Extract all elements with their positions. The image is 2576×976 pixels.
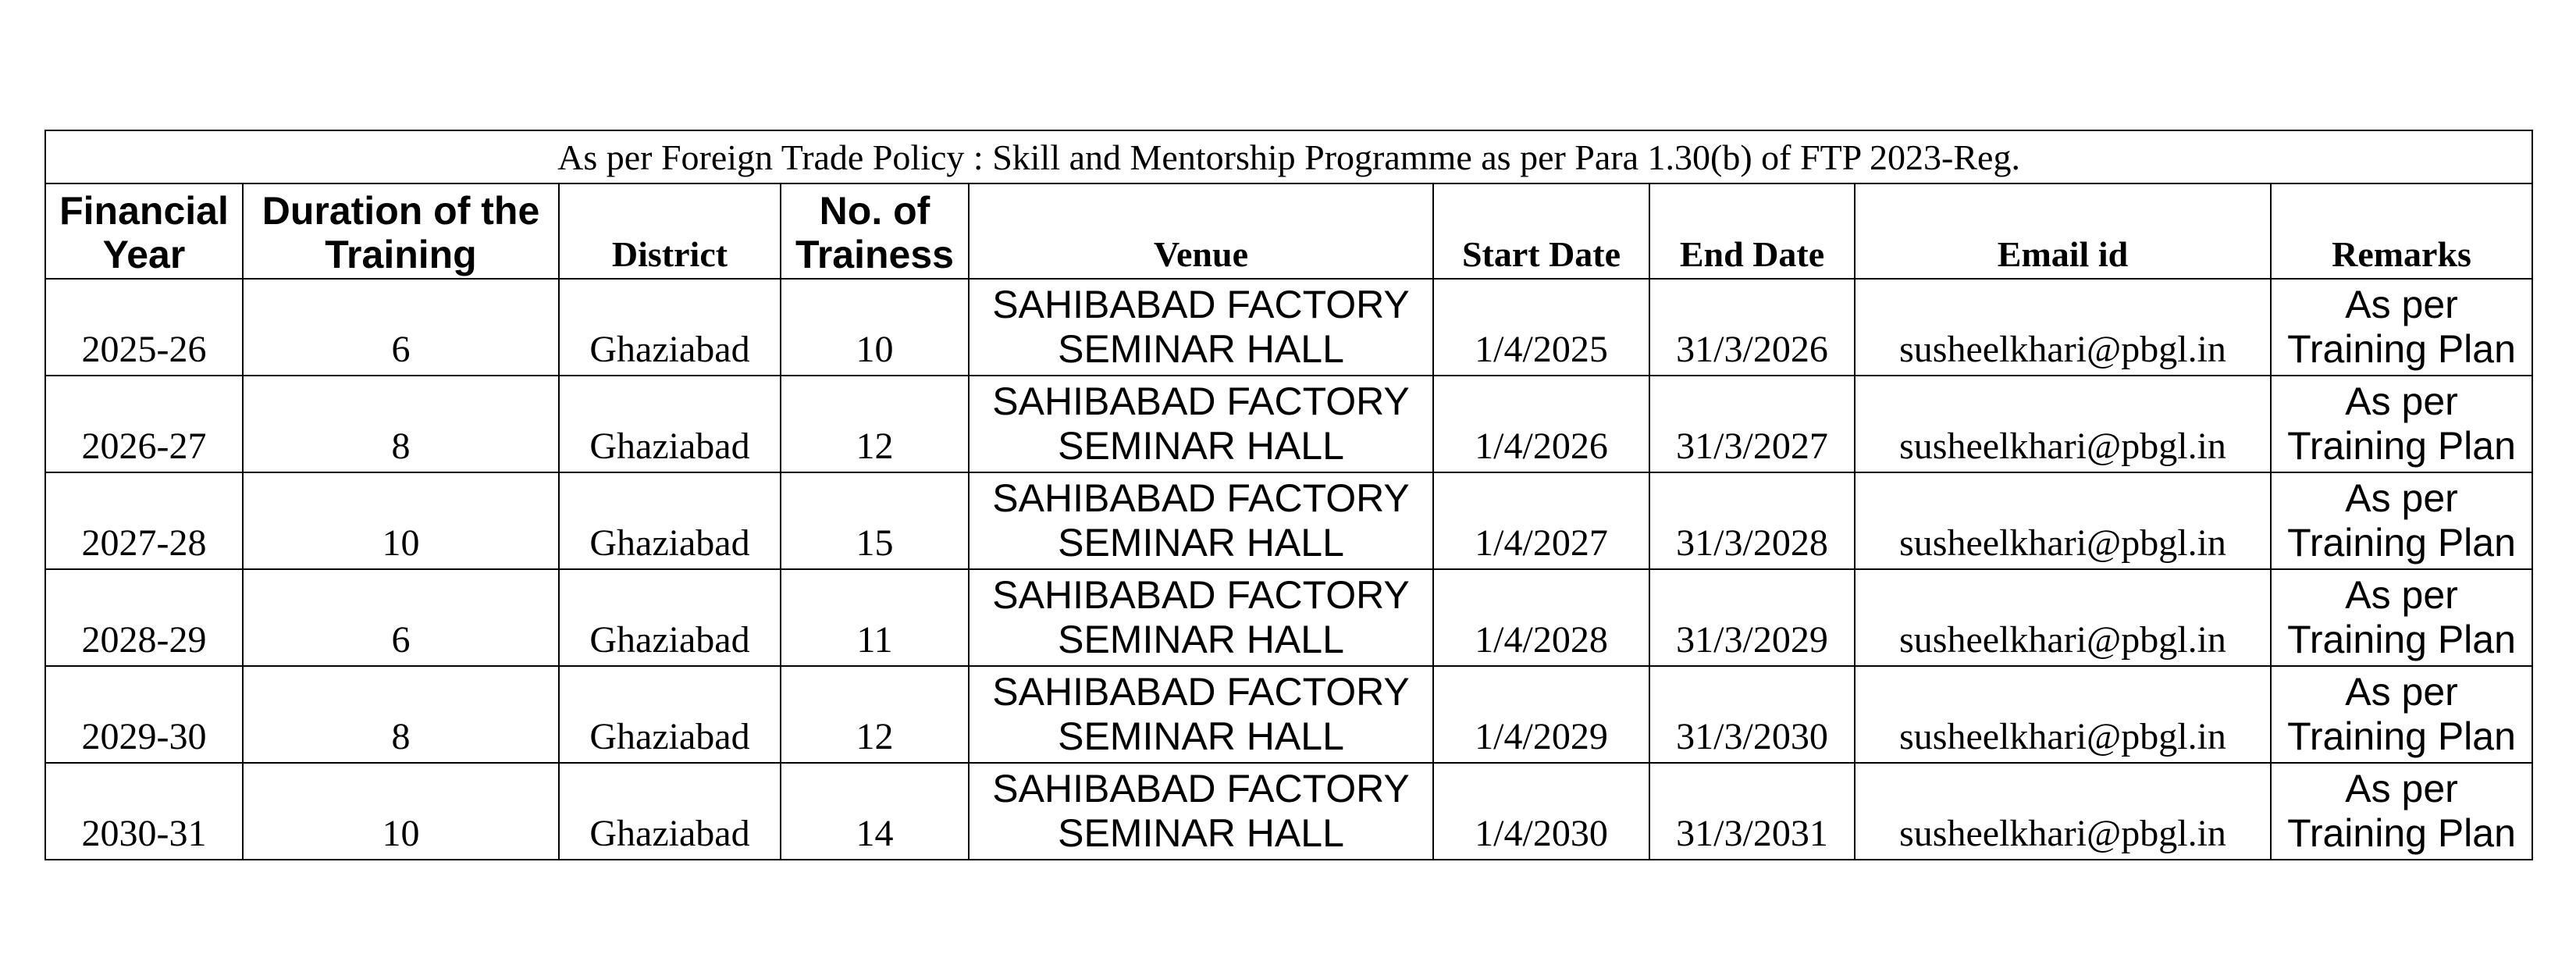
table-row [45,763,2532,860]
cell-financial-year: 2028-29 [45,569,243,666]
cell-line: SAHIBABAD FACTORY [992,379,1410,423]
cell-remarks [2271,666,2532,763]
cell-trainees: 14 [781,763,969,860]
cell-email[interactable]: susheelkhari@pbgl.in [1855,279,2271,376]
cell-duration: 10 [243,472,559,569]
cell-duration: 8 [243,376,559,472]
cell-start-date: 1/4/2026 [1433,376,1649,472]
table-row [45,279,2532,376]
table-title: As per Foreign Trade Policy : Skill and Mentorship Programme as per Para 1.30(b) of FTP 2023-Reg. [45,130,2532,183]
header-line: Duration of the [262,189,540,233]
header-line: Trainess [795,233,954,276]
cell-line: SAHIBABAD FACTORY [992,476,1410,520]
cell-remarks [2271,569,2532,666]
cell-financial-year: 2025-26 [45,279,243,376]
table-row [45,666,2532,763]
cell-trainees: 10 [781,279,969,376]
header-line: No. of [819,189,930,233]
cell-line: As per [2345,767,2458,810]
cell-line: SEMINAR HALL [1058,424,1344,468]
cell-district: Ghaziabad [559,472,781,569]
cell-email[interactable]: susheelkhari@pbgl.in [1855,666,2271,763]
cell-trainees: 12 [781,666,969,763]
cell-remarks [2271,763,2532,860]
cell-start-date: 1/4/2027 [1433,472,1649,569]
cell-end-date: 31/3/2030 [1649,666,1855,763]
cell-line: SAHIBABAD FACTORY [992,767,1410,810]
header-financial-year [45,183,243,279]
cell-end-date: 31/3/2026 [1649,279,1855,376]
header-remarks: Remarks [2271,183,2532,279]
header-end-date: End Date [1649,183,1855,279]
cell-email[interactable]: susheelkhari@pbgl.in [1855,569,2271,666]
table-body [45,279,2532,860]
cell-line: As per [2345,573,2458,617]
cell-venue [969,279,1433,376]
cell-financial-year: 2026-27 [45,376,243,472]
cell-venue [969,376,1433,472]
header-line: Training [325,233,477,276]
cell-line: SAHIBABAD FACTORY [992,283,1410,326]
cell-email[interactable]: susheelkhari@pbgl.in [1855,376,2271,472]
cell-line: Training Plan [2287,521,2516,565]
cell-financial-year: 2030-31 [45,763,243,860]
cell-district: Ghaziabad [559,376,781,472]
cell-start-date: 1/4/2029 [1433,666,1649,763]
cell-email[interactable]: susheelkhari@pbgl.in [1855,763,2271,860]
cell-venue [969,472,1433,569]
cell-line: SEMINAR HALL [1058,618,1344,661]
table-row [45,569,2532,666]
header-no-of-trainees [781,183,969,279]
cell-remarks [2271,376,2532,472]
cell-end-date: 31/3/2031 [1649,763,1855,860]
cell-trainees: 12 [781,376,969,472]
cell-start-date: 1/4/2028 [1433,569,1649,666]
cell-line: SAHIBABAD FACTORY [992,670,1410,714]
cell-line: Training Plan [2287,327,2516,371]
cell-remarks [2271,279,2532,376]
cell-district: Ghaziabad [559,569,781,666]
header-email: Email id [1855,183,2271,279]
cell-line: SEMINAR HALL [1058,811,1344,855]
table-row [45,472,2532,569]
cell-line: Training Plan [2287,714,2516,758]
cell-venue [969,763,1433,860]
cell-start-date: 1/4/2030 [1433,763,1649,860]
header-venue: Venue [969,183,1433,279]
header-row [45,183,2532,279]
header-line: Financial [59,189,229,233]
cell-line: Training Plan [2287,424,2516,468]
cell-trainees: 15 [781,472,969,569]
cell-duration: 6 [243,279,559,376]
cell-trainees: 11 [781,569,969,666]
cell-district: Ghaziabad [559,763,781,860]
cell-duration: 8 [243,666,559,763]
cell-line: SEMINAR HALL [1058,327,1344,371]
header-line: Year [102,233,186,276]
cell-financial-year: 2029-30 [45,666,243,763]
cell-line: SEMINAR HALL [1058,714,1344,758]
cell-end-date: 31/3/2029 [1649,569,1855,666]
cell-remarks [2271,472,2532,569]
cell-line: As per [2345,670,2458,714]
cell-line: SEMINAR HALL [1058,521,1344,565]
cell-end-date: 31/3/2028 [1649,472,1855,569]
cell-end-date: 31/3/2027 [1649,376,1855,472]
cell-line: As per [2345,283,2458,326]
cell-duration: 10 [243,763,559,860]
header-start-date: Start Date [1433,183,1649,279]
table-row [45,376,2532,472]
cell-district: Ghaziabad [559,279,781,376]
cell-district: Ghaziabad [559,666,781,763]
cell-duration: 6 [243,569,559,666]
cell-line: As per [2345,476,2458,520]
cell-line: Training Plan [2287,618,2516,661]
cell-line: Training Plan [2287,811,2516,855]
cell-start-date: 1/4/2025 [1433,279,1649,376]
document-sheet [44,130,2532,860]
training-table [44,130,2533,860]
cell-line: As per [2345,379,2458,423]
cell-email[interactable]: susheelkhari@pbgl.in [1855,472,2271,569]
cell-venue [969,666,1433,763]
header-duration [243,183,559,279]
header-district: District [559,183,781,279]
cell-financial-year: 2027-28 [45,472,243,569]
cell-line: SAHIBABAD FACTORY [992,573,1410,617]
cell-venue [969,569,1433,666]
